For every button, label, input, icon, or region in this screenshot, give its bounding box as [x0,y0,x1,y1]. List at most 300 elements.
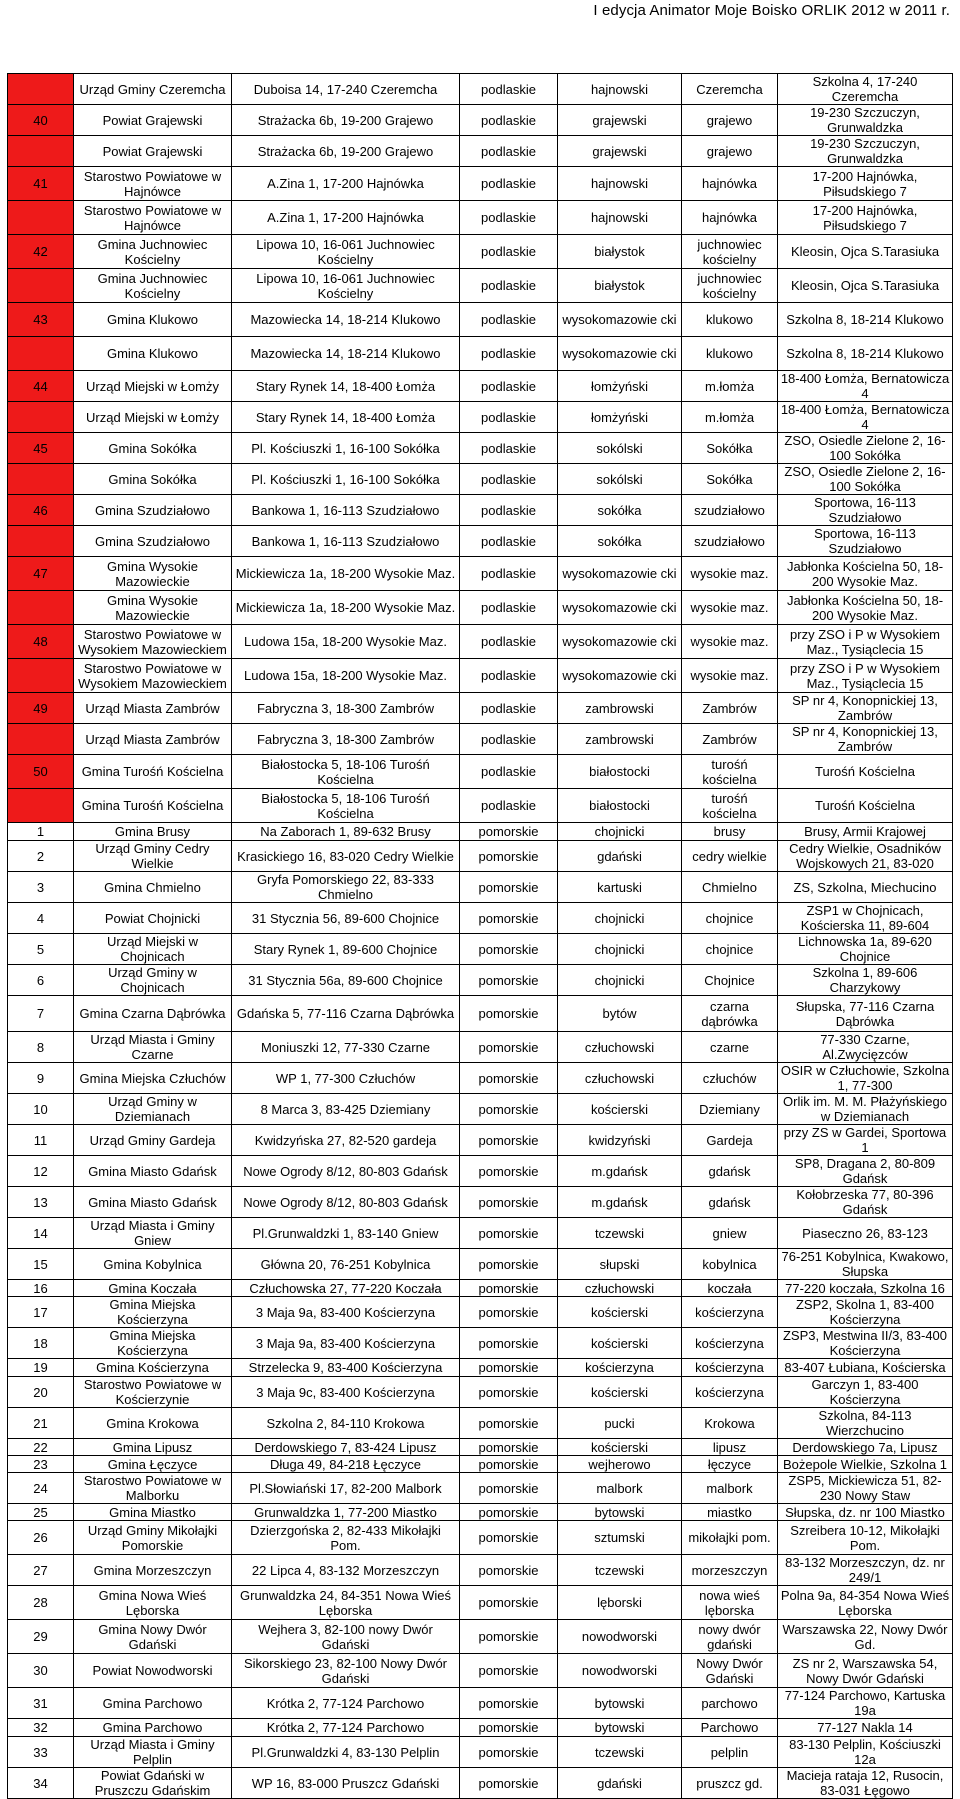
county-cell: chojnicki [558,934,682,965]
voivodeship-cell: pomorskie [460,1737,558,1768]
county-cell: bytów [558,996,682,1032]
pitch-location-cell: 77-330 Czarne, Al.Zwycięzców [778,1032,953,1063]
pitch-location-cell: 18-400 Łomża, Bernatowicza 4 [778,402,953,433]
pitch-location-cell: Turośń Kościelna [778,755,953,789]
table-row [8,526,953,557]
organization-cell: Starostwo Powiatowe w Wysokiem Mazowieckiem [74,625,232,659]
organization-cell: Urząd Gminy Gardeja [74,1125,232,1156]
voivodeship-cell: pomorskie [460,1032,558,1063]
table-row [8,303,953,337]
row-number: 16 [8,1280,74,1297]
address-cell: Bankowa 1, 16-113 Szudziałowo [232,495,460,526]
table-row [8,235,953,269]
voivodeship-cell: podlaskie [460,402,558,433]
commune-cell: Chmielno [682,872,778,903]
table-row [8,433,953,464]
pitch-location-cell: Brusy, Armii Krajowej [778,823,953,841]
organization-cell: Powiat Grajewski [74,136,232,167]
pitch-location-cell: Sportowa, 16-113 Szudziałowo [778,495,953,526]
table-row [8,1377,953,1408]
row-number: 49 [8,693,74,724]
county-cell: chojnicki [558,903,682,934]
commune-cell: nowa wieś lęborska [682,1586,778,1620]
address-cell: WP 1, 77-300 Człuchów [232,1063,460,1094]
organization-cell: Gmina Łęczyce [74,1456,232,1473]
organization-cell: Gmina Miastko [74,1504,232,1521]
table-row [8,136,953,167]
address-cell: Pl.Grunwaldzki 1, 83-140 Gniew [232,1218,460,1249]
county-cell: wejherowo [558,1456,682,1473]
address-cell: WP 16, 83-000 Pruszcz Gdański [232,1768,460,1799]
county-cell: lęborski [558,1586,682,1620]
voivodeship-cell: pomorskie [460,1586,558,1620]
row-number: 30 [8,1654,74,1688]
row-number: 25 [8,1504,74,1521]
table-row [8,1521,953,1555]
county-cell: gdański [558,841,682,872]
row-number [8,136,74,167]
address-cell: A.Zina 1, 17-200 Hajnówka [232,201,460,235]
address-cell: Człuchowska 27, 77-220 Koczała [232,1280,460,1297]
address-cell: Duboisa 14, 17-240 Czeremcha [232,74,460,105]
table-row [8,1408,953,1439]
address-cell: Główna 20, 76-251 Kobylnica [232,1249,460,1280]
row-number [8,464,74,495]
pitch-location-cell: Szkolna 4, 17-240 Czeremcha [778,74,953,105]
pitch-location-cell: 19-230 Szczuczyn, Grunwaldzka [778,105,953,136]
county-cell: kościerski [558,1297,682,1328]
table-row [8,1280,953,1297]
row-number: 2 [8,841,74,872]
pitch-location-cell: Słupska, 77-116 Czarna Dąbrówka [778,996,953,1032]
table-row [8,557,953,591]
address-cell: Wejhera 3, 82-100 nowy Dwór Gdański [232,1620,460,1654]
county-cell: człuchowski [558,1032,682,1063]
county-cell: łomżyński [558,371,682,402]
organization-cell: Gmina Miejska Kościerzyna [74,1328,232,1359]
county-cell: zambrowski [558,693,682,724]
county-cell: grajewski [558,105,682,136]
voivodeship-cell: pomorskie [460,1063,558,1094]
table-row [8,464,953,495]
pitch-location-cell: ZS, Szkolna, Miechucino [778,872,953,903]
county-cell: hajnowski [558,74,682,105]
table-row [8,1456,953,1473]
commune-cell: m.łomża [682,371,778,402]
pitch-location-cell: ZSP5, Mickiewicza 51, 82-230 Nowy Staw [778,1473,953,1504]
commune-cell: juchnowiec kościelny [682,269,778,303]
commune-cell: chojnice [682,903,778,934]
address-cell: Krótka 2, 77-124 Parchowo [232,1719,460,1737]
voivodeship-cell: pomorskie [460,1125,558,1156]
address-cell: Na Zaborach 1, 89-632 Brusy [232,823,460,841]
table-row [8,841,953,872]
commune-cell: kościerzyna [682,1297,778,1328]
county-cell: sokółka [558,526,682,557]
commune-cell: czarna dąbrówka [682,996,778,1032]
commune-cell: Parchowo [682,1719,778,1737]
voivodeship-cell: pomorskie [460,1555,558,1586]
table-row [8,402,953,433]
county-cell: sokólski [558,464,682,495]
table-row [8,1187,953,1218]
table-row [8,1719,953,1737]
row-number: 24 [8,1473,74,1504]
row-number: 1 [8,823,74,841]
organization-cell: Gmina Koczała [74,1280,232,1297]
organization-cell: Starostwo Powiatowe w Hajnówce [74,167,232,201]
row-number: 22 [8,1439,74,1456]
voivodeship-cell: podlaskie [460,167,558,201]
address-cell: Krótka 2, 77-124 Parchowo [232,1688,460,1719]
address-cell: A.Zina 1, 17-200 Hajnówka [232,167,460,201]
pitch-location-cell: SP nr 4, Konopnickiej 13, Zambrów [778,724,953,755]
organization-cell: Gmina Klukowo [74,337,232,371]
county-cell: m.gdańsk [558,1187,682,1218]
commune-cell: kościerzyna [682,1377,778,1408]
commune-cell: hajnówka [682,167,778,201]
table-row [8,1218,953,1249]
commune-cell: juchnowiec kościelny [682,235,778,269]
table-row [8,1032,953,1063]
voivodeship-cell: pomorskie [460,1688,558,1719]
voivodeship-cell: podlaskie [460,526,558,557]
voivodeship-cell: podlaskie [460,591,558,625]
organization-cell: Urząd Gminy Czeremcha [74,74,232,105]
organization-cell: Urząd Gminy Mikołajki Pomorskie [74,1521,232,1555]
county-cell: człuchowski [558,1063,682,1094]
organization-cell: Gmina Turośń Kościelna [74,755,232,789]
table-row [8,1768,953,1799]
row-number [8,201,74,235]
row-number: 33 [8,1737,74,1768]
table-row [8,823,953,841]
commune-cell: Sokółka [682,464,778,495]
pitch-location-cell: Macieja rataja 12, Rusocin, 83-031 Łęgowo [778,1768,953,1799]
table-row [8,1297,953,1328]
table-row [8,996,953,1032]
row-number: 5 [8,934,74,965]
voivodeship-cell: podlaskie [460,105,558,136]
voivodeship-cell: pomorskie [460,1504,558,1521]
commune-cell: Czeremcha [682,74,778,105]
organization-cell: Gmina Miejska Człuchów [74,1063,232,1094]
row-number: 27 [8,1555,74,1586]
county-cell: kościerzyna [558,1359,682,1377]
organization-cell: Gmina Lipusz [74,1439,232,1456]
pitch-location-cell: Szkolna 1, 89-606 Charzykowy [778,965,953,996]
organization-cell: Gmina Wysokie Mazowieckie [74,591,232,625]
organization-cell: Urząd Miasta i Gminy Gniew [74,1218,232,1249]
voivodeship-cell: pomorskie [460,1377,558,1408]
commune-cell: turośń kościelna [682,755,778,789]
commune-cell: wysokie maz. [682,659,778,693]
row-number [8,74,74,105]
pitch-location-cell: Sportowa, 16-113 Szudziałowo [778,526,953,557]
county-cell: m.gdańsk [558,1156,682,1187]
voivodeship-cell: pomorskie [460,1187,558,1218]
pitch-location-cell: SP nr 4, Konopnickiej 13, Zambrów [778,693,953,724]
address-cell: Pl. Kościuszki 1, 16-100 Sokółka [232,433,460,464]
pitch-location-cell: ZSO, Osiedle Zielone 2, 16-100 Sokółka [778,464,953,495]
table-row [8,1359,953,1377]
county-cell: wysokomazowie cki [558,625,682,659]
row-number: 6 [8,965,74,996]
voivodeship-cell: pomorskie [460,1249,558,1280]
commune-cell: m.łomża [682,402,778,433]
pitch-location-cell: Polna 9a, 84-354 Nowa Wieś Lęborska [778,1586,953,1620]
table-row [8,1586,953,1620]
organization-cell: Gmina Szudziałowo [74,526,232,557]
county-cell: zambrowski [558,724,682,755]
table-row [8,1156,953,1187]
commune-cell: malbork [682,1473,778,1504]
table-row [8,269,953,303]
row-number [8,269,74,303]
pitch-location-cell: Słupska, dz. nr 100 Miastko [778,1504,953,1521]
voivodeship-cell: podlaskie [460,464,558,495]
commune-cell: czarne [682,1032,778,1063]
organization-cell: Urząd Miasta i Gminy Czarne [74,1032,232,1063]
table-row [8,1654,953,1688]
organization-cell: Gmina Juchnowiec Kościelny [74,269,232,303]
address-cell: Nowe Ogrody 8/12, 80-803 Gdańsk [232,1187,460,1218]
county-cell: wysokomazowie cki [558,303,682,337]
voivodeship-cell: pomorskie [460,1473,558,1504]
address-cell: Pl.Grunwaldzki 4, 83-130 Pelplin [232,1737,460,1768]
pitch-location-cell: ZSP1 w Chojnicach, Kościerska 11, 89-604 [778,903,953,934]
commune-cell: cedry wielkie [682,841,778,872]
table-row [8,105,953,136]
pitch-location-cell: Kleosin, Ojca S.Tarasiuka [778,269,953,303]
table-row [8,337,953,371]
voivodeship-cell: podlaskie [460,724,558,755]
county-cell: malbork [558,1473,682,1504]
address-cell: Stary Rynek 1, 89-600 Chojnice [232,934,460,965]
row-number: 8 [8,1032,74,1063]
pitch-location-cell: Szkolna 8, 18-214 Klukowo [778,303,953,337]
address-cell: Derdowskiego 7, 83-424 Lipusz [232,1439,460,1456]
row-number: 45 [8,433,74,464]
address-cell: Gryfa Pomorskiego 22, 83-333 Chmielno [232,872,460,903]
table-row [8,1125,953,1156]
address-cell: Strażacka 6b, 19-200 Grajewo [232,105,460,136]
row-number [8,526,74,557]
voivodeship-cell: pomorskie [460,1654,558,1688]
address-cell: Lipowa 10, 16-061 Juchnowiec Kościelny [232,235,460,269]
organization-cell: Urząd Miasta Zambrów [74,724,232,755]
row-number: 11 [8,1125,74,1156]
row-number: 31 [8,1688,74,1719]
row-number: 12 [8,1156,74,1187]
commune-cell: wysokie maz. [682,557,778,591]
organization-cell: Gmina Czarna Dąbrówka [74,996,232,1032]
pitch-location-cell: SP8, Dragana 2, 80-809 Gdańsk [778,1156,953,1187]
address-cell: Ludowa 15a, 18-200 Wysokie Maz. [232,625,460,659]
commune-cell: człuchów [682,1063,778,1094]
address-cell: 8 Marca 3, 83-425 Dziemiany [232,1094,460,1125]
county-cell: białystok [558,269,682,303]
organization-cell: Gmina Miasto Gdańsk [74,1187,232,1218]
row-number: 41 [8,167,74,201]
voivodeship-cell: pomorskie [460,1218,558,1249]
commune-cell: chojnice [682,934,778,965]
pitch-location-cell: Szkolna, 84-113 Wierzchucino [778,1408,953,1439]
voivodeship-cell: pomorskie [460,1328,558,1359]
voivodeship-cell: podlaskie [460,337,558,371]
row-number: 18 [8,1328,74,1359]
address-cell: Białostocka 5, 18-106 Turośń Kościelna [232,789,460,823]
address-cell: 3 Maja 9a, 83-400 Kościerzyna [232,1297,460,1328]
address-cell: Pl.Słowiański 17, 82-200 Malbork [232,1473,460,1504]
pitch-location-cell: Garczyn 1, 83-400 Kościerzyna [778,1377,953,1408]
pitch-location-cell: przy ZSO i P w Wysokiem Maz., Tysiąclecia 15 [778,659,953,693]
pitch-location-cell: Kleosin, Ojca S.Tarasiuka [778,235,953,269]
commune-cell: grajewo [682,105,778,136]
address-cell: Dzierzgońska 2, 82-433 Mikołajki Pom. [232,1521,460,1555]
county-cell: nowodworski [558,1620,682,1654]
pitch-location-cell: OSIR w Człuchowie, Szkolna 1, 77-300 [778,1063,953,1094]
pitch-location-cell: 77-127 Nakla 14 [778,1719,953,1737]
pitch-location-cell: Piaseczno 26, 83-123 [778,1218,953,1249]
voivodeship-cell: pomorskie [460,1456,558,1473]
commune-cell: wysokie maz. [682,591,778,625]
address-cell: Krasickiego 16, 83-020 Cedry Wielkie [232,841,460,872]
organization-cell: Gmina Klukowo [74,303,232,337]
county-cell: bytowski [558,1504,682,1521]
voivodeship-cell: podlaskie [460,235,558,269]
voivodeship-cell: podlaskie [460,303,558,337]
voivodeship-cell: podlaskie [460,74,558,105]
organization-cell: Gmina Kościerzyna [74,1359,232,1377]
table-row [8,167,953,201]
county-cell: sokólski [558,433,682,464]
commune-cell: gniew [682,1218,778,1249]
organization-cell: Starostwo Powiatowe w Wysokiem Mazowieckiem [74,659,232,693]
organization-cell: Powiat Grajewski [74,105,232,136]
voivodeship-cell: podlaskie [460,495,558,526]
county-cell: chojnicki [558,965,682,996]
table-row [8,1737,953,1768]
pitch-location-cell: 17-200 Hajnówka, Piłsudskiego 7 [778,167,953,201]
organization-cell: Urząd Gminy w Dziemianach [74,1094,232,1125]
row-number [8,337,74,371]
address-cell: 3 Maja 9c, 83-400 Kościerzyna [232,1377,460,1408]
voivodeship-cell: podlaskie [460,371,558,402]
address-cell: Strzelecka 9, 83-400 Kościerzyna [232,1359,460,1377]
address-cell: 31 Stycznia 56, 89-600 Chojnice [232,903,460,934]
row-number: 23 [8,1456,74,1473]
commune-cell: klukowo [682,337,778,371]
row-number: 26 [8,1521,74,1555]
organization-cell: Gmina Miejska Kościerzyna [74,1297,232,1328]
county-cell: chojnicki [558,823,682,841]
county-cell: nowodworski [558,1654,682,1688]
organization-cell: Starostwo Powiatowe w Hajnówce [74,201,232,235]
row-number [8,659,74,693]
commune-cell: Sokółka [682,433,778,464]
voivodeship-cell: pomorskie [460,841,558,872]
organization-cell: Gmina Turośń Kościelna [74,789,232,823]
commune-cell: hajnówka [682,201,778,235]
table-row [8,201,953,235]
address-cell: Ludowa 15a, 18-200 Wysokie Maz. [232,659,460,693]
commune-cell: Nowy Dwór Gdański [682,1654,778,1688]
commune-cell: Gardeja [682,1125,778,1156]
row-number: 13 [8,1187,74,1218]
row-number: 46 [8,495,74,526]
county-cell: tczewski [558,1737,682,1768]
pitch-location-cell: Turośń Kościelna [778,789,953,823]
commune-cell: turośń kościelna [682,789,778,823]
address-cell: Białostocka 5, 18-106 Turośń Kościelna [232,755,460,789]
address-cell: Stary Rynek 14, 18-400 Łomża [232,371,460,402]
address-cell: Moniuszki 12, 77-330 Czarne [232,1032,460,1063]
row-number [8,591,74,625]
county-cell: tczewski [558,1218,682,1249]
table-row [8,1328,953,1359]
row-number: 7 [8,996,74,1032]
row-number: 15 [8,1249,74,1280]
voivodeship-cell: pomorskie [460,934,558,965]
commune-cell: parchowo [682,1688,778,1719]
table-row [8,724,953,755]
row-number: 14 [8,1218,74,1249]
table-body [8,74,953,1799]
voivodeship-cell: pomorskie [460,1359,558,1377]
row-number: 3 [8,872,74,903]
commune-cell: szudziałowo [682,495,778,526]
address-cell: Sikorskiego 23, 82-100 Nowy Dwór Gdański [232,1654,460,1688]
county-cell: wysokomazowie cki [558,337,682,371]
address-cell: Lipowa 10, 16-061 Juchnowiec Kościelny [232,269,460,303]
row-number: 21 [8,1408,74,1439]
page-header-title: I edycja Animator Moje Boisko ORLIK 2012 w 2011 r. [593,2,950,19]
county-cell: łomżyński [558,402,682,433]
county-cell: wysokomazowie cki [558,591,682,625]
pitch-location-cell: Warszawska 22, Nowy Dwór Gd. [778,1620,953,1654]
voivodeship-cell: pomorskie [460,1408,558,1439]
row-number: 42 [8,235,74,269]
organization-cell: Gmina Wysokie Mazowieckie [74,557,232,591]
commune-cell: brusy [682,823,778,841]
table-row [8,1504,953,1521]
address-cell: Długa 49, 84-218 Łęczyce [232,1456,460,1473]
commune-cell: gdańsk [682,1156,778,1187]
pitch-location-cell: Jabłonka Kościelna 50, 18-200 Wysokie Maz. [778,557,953,591]
county-cell: wysokomazowie cki [558,659,682,693]
commune-cell: Chojnice [682,965,778,996]
county-cell: wysokomazowie cki [558,557,682,591]
commune-cell: łęczyce [682,1456,778,1473]
voivodeship-cell: pomorskie [460,823,558,841]
commune-cell: Zambrów [682,724,778,755]
pitch-location-cell: 19-230 Szczuczyn, Grunwaldzka [778,136,953,167]
county-cell: gdański [558,1768,682,1799]
commune-cell: gdańsk [682,1187,778,1218]
organization-cell: Powiat Nowodworski [74,1654,232,1688]
pitch-location-cell: ZSO, Osiedle Zielone 2, 16-100 Sokółka [778,433,953,464]
county-cell: grajewski [558,136,682,167]
voivodeship-cell: podlaskie [460,625,558,659]
address-cell: Nowe Ogrody 8/12, 80-803 Gdańsk [232,1156,460,1187]
county-cell: człuchowski [558,1280,682,1297]
county-cell: tczewski [558,1555,682,1586]
pitch-location-cell: 17-200 Hajnówka, Piłsudskiego 7 [778,201,953,235]
row-number: 10 [8,1094,74,1125]
commune-cell: Krokowa [682,1408,778,1439]
row-number: 50 [8,755,74,789]
